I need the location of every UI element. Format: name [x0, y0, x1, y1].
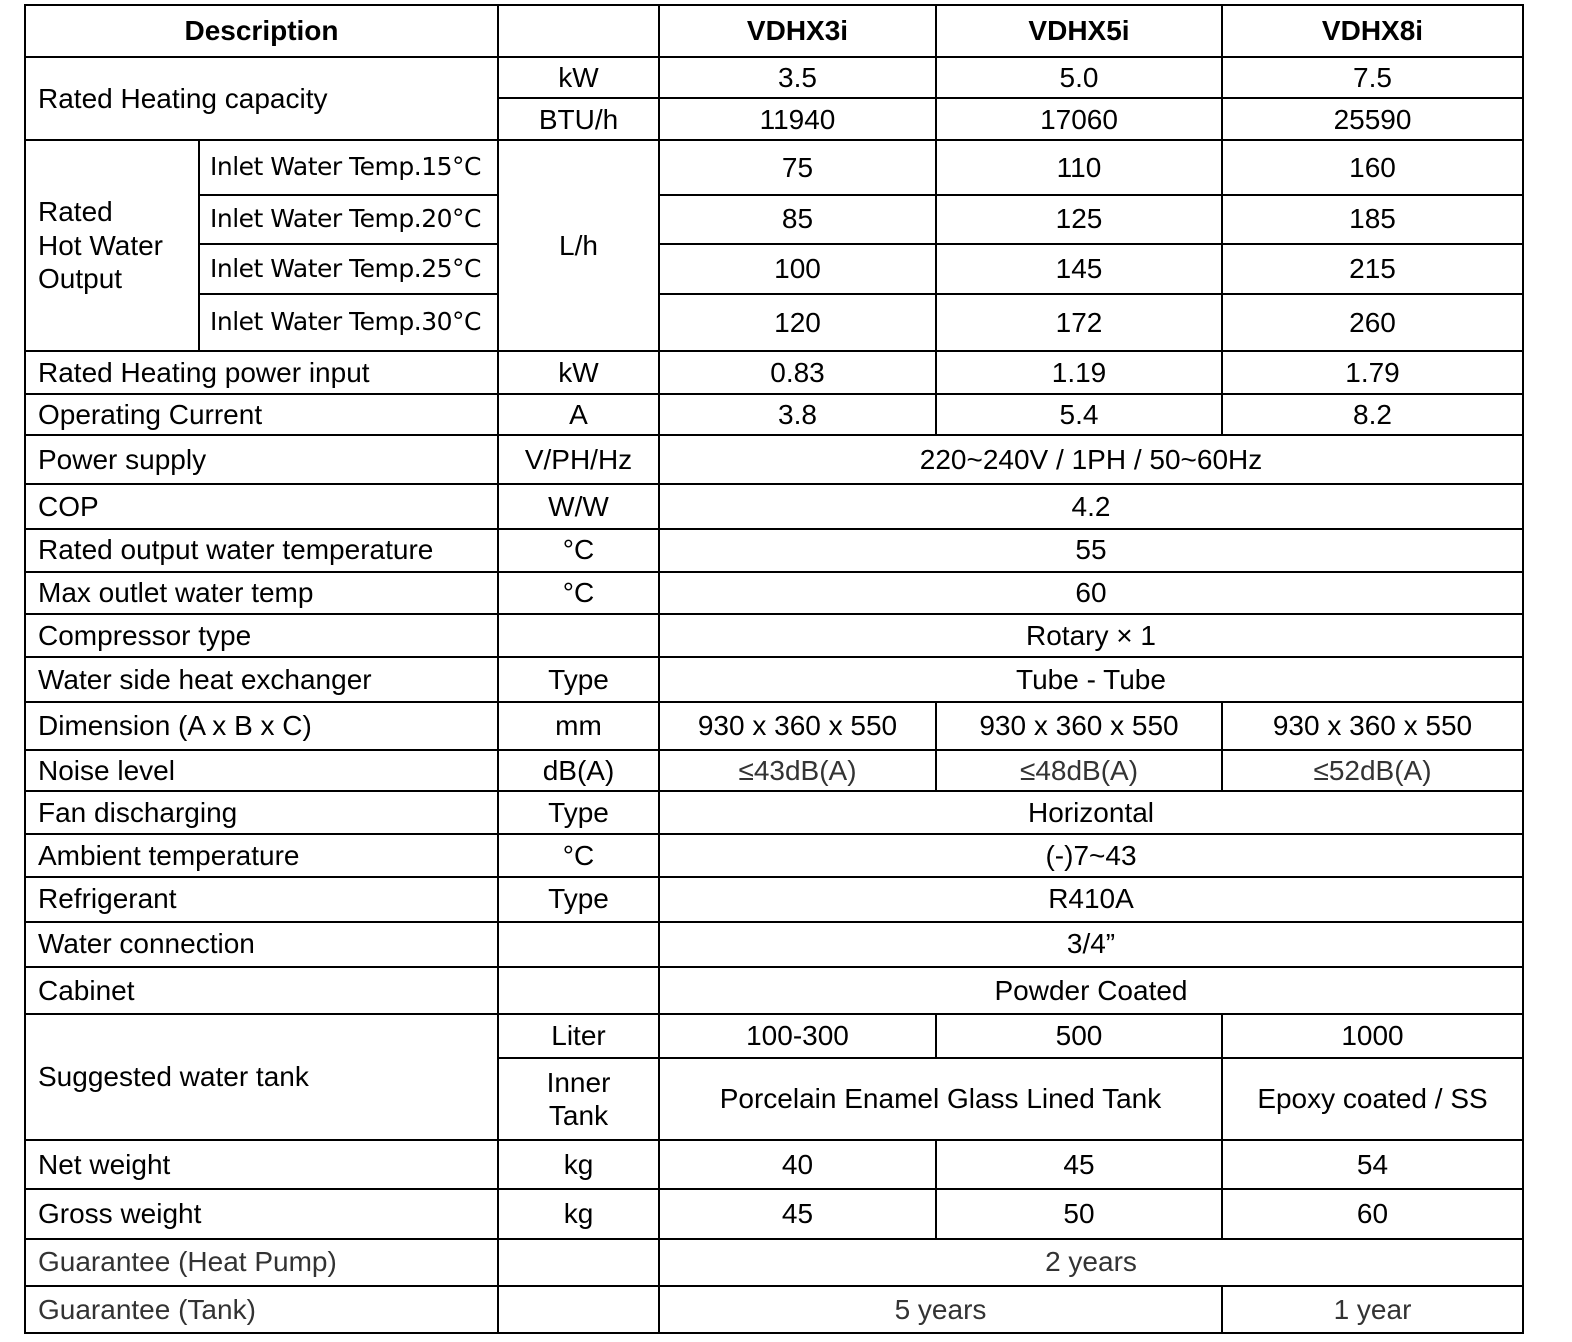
row-label: Ambient temperature — [25, 834, 498, 876]
value-cell: 930 x 360 x 550 — [936, 702, 1222, 750]
value-cell: 8.2 — [1222, 394, 1523, 435]
value-cell: 50 — [936, 1189, 1222, 1238]
value-cell: 3.8 — [659, 394, 936, 435]
row-label: Cabinet — [25, 967, 498, 1014]
fan-row — [25, 791, 1523, 834]
hot-water-row — [25, 244, 1523, 294]
header-row — [25, 5, 1523, 57]
row-label: Net weight — [25, 1140, 498, 1189]
value-cell: Powder Coated — [659, 967, 1523, 1014]
value-cell: 2 years — [659, 1239, 1523, 1286]
unit-cell: mm — [498, 702, 659, 750]
row-label: Operating Current — [25, 394, 498, 435]
unit-cell: BTU/h — [498, 98, 659, 140]
row-label: Water connection — [25, 922, 498, 967]
noise-row — [25, 750, 1523, 791]
heat-exchanger-row — [25, 657, 1523, 702]
unit-cell: kg — [498, 1189, 659, 1238]
value-cell: 172 — [936, 294, 1222, 351]
unit-cell: kW — [498, 351, 659, 394]
hot-water-label-line: Output — [38, 263, 123, 295]
inner-tank-unit — [498, 1058, 659, 1140]
value-cell: 220~240V / 1PH / 50~60Hz — [659, 435, 1523, 484]
inlet-temp-label: Inlet Water Temp.20°C — [199, 195, 498, 244]
value-cell: 215 — [1222, 244, 1523, 294]
unit-cell: A — [498, 394, 659, 435]
value-cell: 120 — [659, 294, 936, 351]
unit-cell — [498, 922, 659, 967]
model-header: VDHX5i — [936, 5, 1222, 57]
gross-weight-row — [25, 1189, 1523, 1238]
value-cell: 17060 — [936, 98, 1222, 140]
unit-cell — [498, 614, 659, 657]
unit-cell — [498, 967, 659, 1014]
value-cell: 5 years — [659, 1286, 1222, 1333]
value-cell: 54 — [1222, 1140, 1523, 1189]
value-cell: 55 — [659, 529, 1523, 572]
power-input-row — [25, 351, 1523, 394]
value-cell: ≤43dB(A) — [659, 750, 936, 791]
power-supply-row — [25, 435, 1523, 484]
row-label: Max outlet water temp — [25, 572, 498, 614]
unit-cell: Type — [498, 791, 659, 834]
unit-cell: Type — [498, 657, 659, 702]
value-cell: 160 — [1222, 140, 1523, 194]
unit-cell — [498, 1286, 659, 1333]
row-label: Gross weight — [25, 1189, 498, 1238]
dimension-row — [25, 702, 1523, 750]
compressor-row — [25, 614, 1523, 657]
max-outlet-temp-row — [25, 572, 1523, 614]
value-cell: 1.19 — [936, 351, 1222, 394]
unit-cell: °C — [498, 572, 659, 614]
value-cell: ≤52dB(A) — [1222, 750, 1523, 791]
value-cell: 75 — [659, 140, 936, 194]
value-cell: 40 — [659, 1140, 936, 1189]
value-cell: 5.0 — [936, 57, 1222, 98]
row-label: COP — [25, 484, 498, 528]
value-cell: 45 — [936, 1140, 1222, 1189]
value-cell: Porcelain Enamel Glass Lined Tank — [659, 1058, 1222, 1140]
value-cell: 100-300 — [659, 1014, 936, 1058]
value-cell: 1000 — [1222, 1014, 1523, 1058]
unit-cell: L/h — [498, 140, 659, 351]
guarantee-tank-row — [25, 1286, 1523, 1333]
value-cell: Rotary × 1 — [659, 614, 1523, 657]
row-label: Power supply — [25, 435, 498, 484]
value-cell: 60 — [659, 572, 1523, 614]
value-cell: Epoxy coated / SS — [1222, 1058, 1523, 1140]
description-header: Description — [25, 5, 498, 57]
refrigerant-row — [25, 877, 1523, 922]
hot-water-label-line: Rated — [38, 196, 113, 228]
unit-cell: W/W — [498, 484, 659, 528]
hot-water-row — [25, 140, 1523, 194]
inner-tank-unit-line: Tank — [548, 1100, 609, 1132]
model-header: VDHX3i — [659, 5, 936, 57]
value-cell: R410A — [659, 877, 1523, 922]
value-cell: 4.2 — [659, 484, 1523, 528]
unit-cell: kg — [498, 1140, 659, 1189]
value-cell: 25590 — [1222, 98, 1523, 140]
value-cell: Horizontal — [659, 791, 1523, 834]
hot-water-row — [25, 195, 1523, 244]
value-cell: 930 x 360 x 550 — [659, 702, 936, 750]
value-cell: 85 — [659, 195, 936, 244]
value-cell: 145 — [936, 244, 1222, 294]
operating-current-row — [25, 394, 1523, 435]
unit-cell: dB(A) — [498, 750, 659, 791]
value-cell: (-)7~43 — [659, 834, 1523, 876]
value-cell: 110 — [936, 140, 1222, 194]
value-cell: 3.5 — [659, 57, 936, 98]
value-cell: 1.79 — [1222, 351, 1523, 394]
unit-cell: °C — [498, 529, 659, 572]
row-label: Rated output water temperature — [25, 529, 498, 572]
value-cell: 0.83 — [659, 351, 936, 394]
inlet-temp-label: Inlet Water Temp.15°C — [199, 140, 498, 194]
value-cell: 5.4 — [936, 394, 1222, 435]
heating-capacity-row — [25, 57, 1523, 98]
unit-cell: Liter — [498, 1014, 659, 1058]
rated-output-temp-row — [25, 529, 1523, 572]
water-tank-row — [25, 1014, 1523, 1058]
spec-table — [24, 4, 1524, 1334]
value-cell: ≤48dB(A) — [936, 750, 1222, 791]
inlet-temp-label: Inlet Water Temp.30°C — [199, 294, 498, 351]
value-cell: 185 — [1222, 195, 1523, 244]
value-cell: 260 — [1222, 294, 1523, 351]
row-label: Noise level — [25, 750, 498, 791]
value-cell: 60 — [1222, 1189, 1523, 1238]
net-weight-row — [25, 1140, 1523, 1189]
row-label: Compressor type — [25, 614, 498, 657]
unit-cell — [498, 1239, 659, 1286]
value-cell: 500 — [936, 1014, 1222, 1058]
cop-row — [25, 484, 1523, 528]
ambient-row — [25, 834, 1523, 876]
value-cell: 11940 — [659, 98, 936, 140]
value-cell: 7.5 — [1222, 57, 1523, 98]
unit-cell: Type — [498, 877, 659, 922]
model-header: VDHX8i — [1222, 5, 1523, 57]
row-label: Guarantee (Heat Pump) — [25, 1239, 498, 1286]
unit-cell: °C — [498, 834, 659, 876]
value-cell: 125 — [936, 195, 1222, 244]
inlet-temp-label: Inlet Water Temp.25°C — [199, 244, 498, 294]
value-cell: 100 — [659, 244, 936, 294]
unit-cell: kW — [498, 57, 659, 98]
row-label: Rated Heating power input — [25, 351, 498, 394]
heating-capacity-label: Rated Heating capacity — [25, 57, 498, 140]
unit-cell: V/PH/Hz — [498, 435, 659, 484]
hot-water-row — [25, 294, 1523, 351]
row-label: Dimension (A x B x C) — [25, 702, 498, 750]
water-connection-row — [25, 922, 1523, 967]
hot-water-label — [25, 140, 199, 351]
inner-tank-unit-line: Inner — [546, 1066, 611, 1098]
row-label: Guarantee (Tank) — [25, 1286, 498, 1333]
value-cell: 3/4” — [659, 922, 1523, 967]
row-label: Fan discharging — [25, 791, 498, 834]
row-label: Refrigerant — [25, 877, 498, 922]
cabinet-row — [25, 967, 1523, 1014]
hot-water-label-line: Hot Water — [38, 229, 163, 261]
guarantee-pump-row — [25, 1239, 1523, 1286]
value-cell: 45 — [659, 1189, 936, 1238]
row-label: Water side heat exchanger — [25, 657, 498, 702]
value-cell: Tube - Tube — [659, 657, 1523, 702]
water-tank-label: Suggested water tank — [25, 1014, 498, 1140]
value-cell: 1 year — [1222, 1286, 1523, 1333]
unit-header — [498, 5, 659, 57]
value-cell: 930 x 360 x 550 — [1222, 702, 1523, 750]
